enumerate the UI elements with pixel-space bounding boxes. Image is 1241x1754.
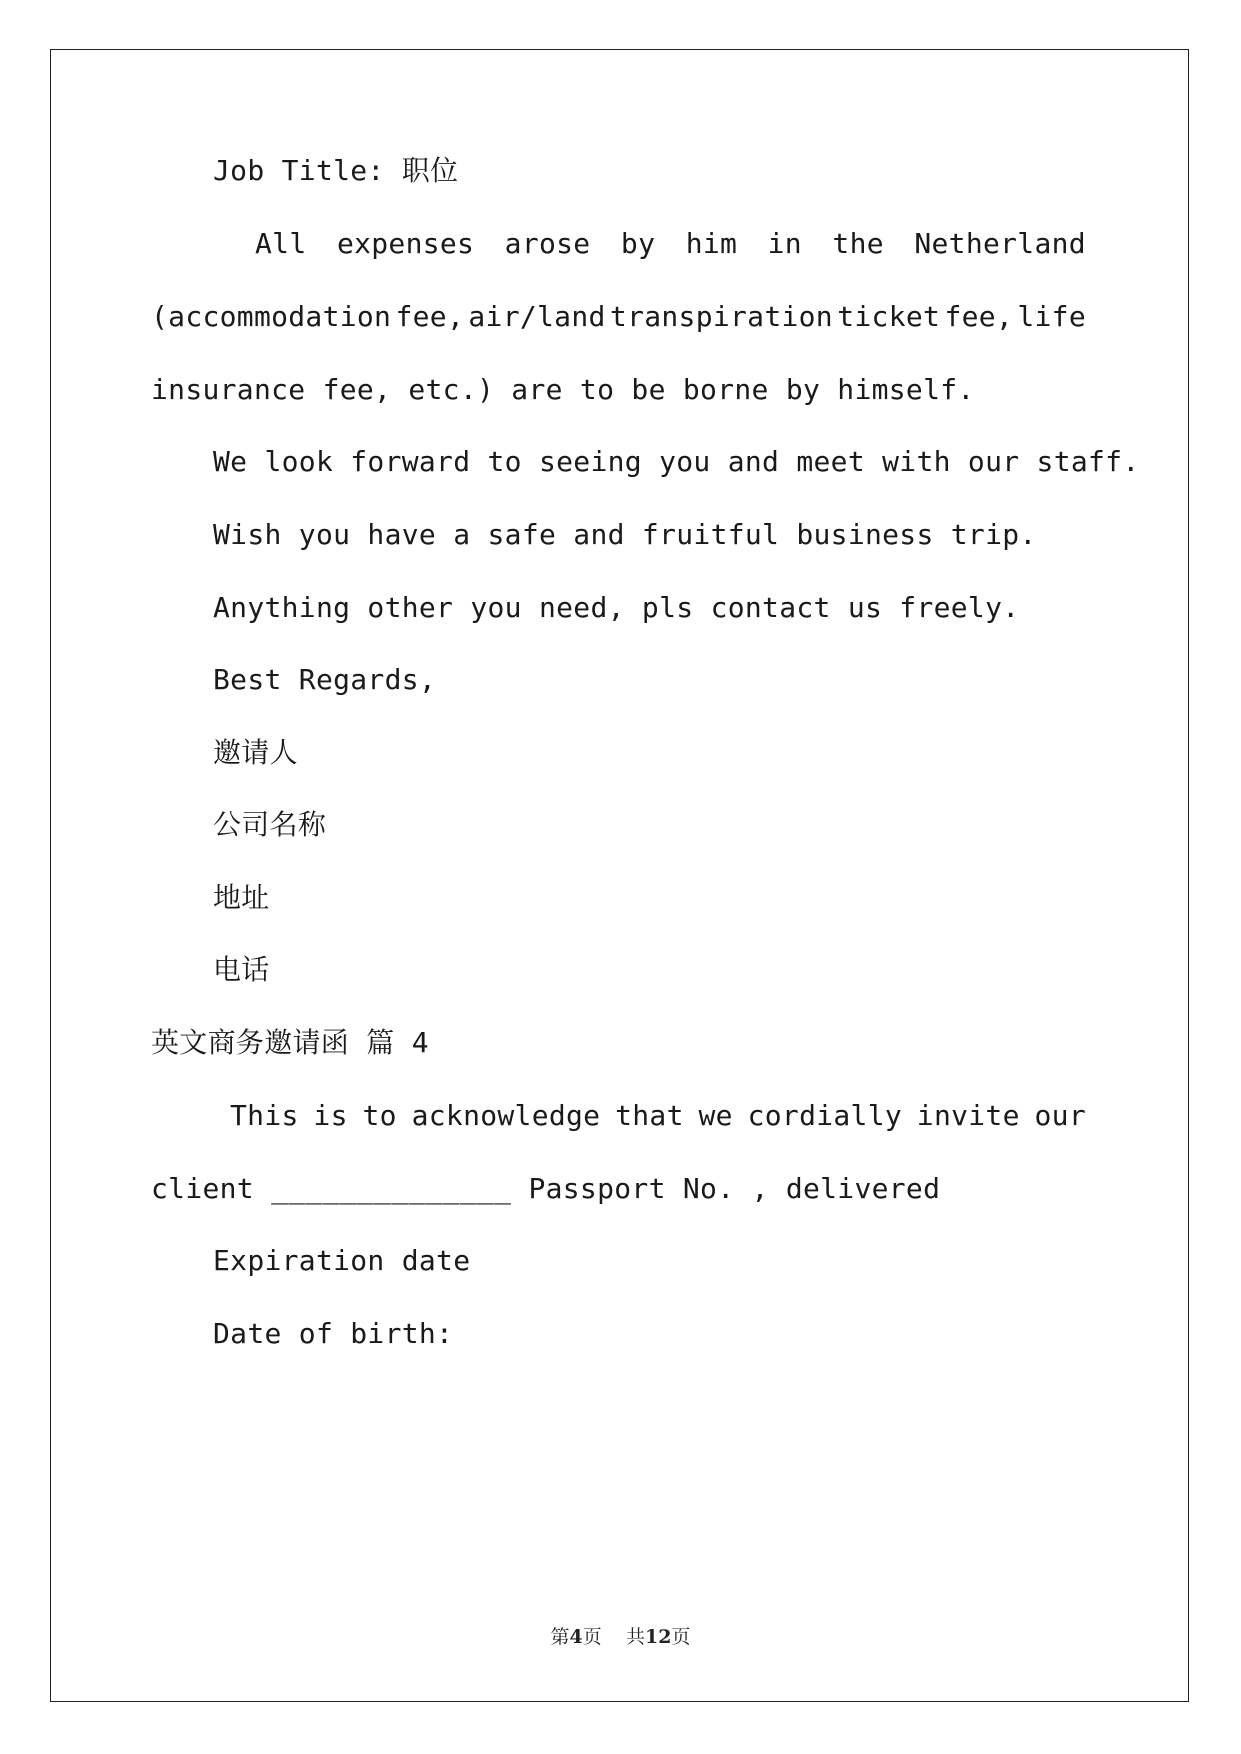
word: life <box>1017 300 1086 333</box>
phone-line: 电话 <box>213 953 270 986</box>
company-name-line: 公司名称 <box>213 808 327 841</box>
word: to <box>362 1099 397 1132</box>
word: acknowledge <box>411 1099 601 1132</box>
word: expenses <box>336 227 475 260</box>
expenses-line-2 <box>151 297 1086 337</box>
expenses-line-1 <box>255 224 1086 264</box>
footer-page-number: 4 <box>569 1626 583 1648</box>
word: the <box>832 227 884 260</box>
expiration-line: Expiration date <box>213 1244 471 1277</box>
word: invite <box>916 1099 1020 1132</box>
acknowledge-line-1 <box>230 1096 1086 1136</box>
word: our <box>1034 1099 1086 1132</box>
page-footer <box>0 1622 1241 1649</box>
dob-line: Date of birth: <box>213 1317 454 1350</box>
anything-line: Anything other you need, pls contact us freely. <box>213 591 1020 624</box>
footer-total-suffix: 页 <box>671 1626 691 1648</box>
word: is <box>313 1099 348 1132</box>
inviter-line: 邀请人 <box>213 736 298 769</box>
word: we <box>698 1099 733 1132</box>
word: All <box>255 227 307 260</box>
wish-line: Wish you have a safe and fruitful business trip. <box>213 518 1037 551</box>
footer-total-pages: 12 <box>644 1626 672 1648</box>
word: by <box>620 227 656 260</box>
expenses-line-3: insurance fee, etc.) are to be borne by himself. <box>151 373 975 406</box>
word: (accommodation <box>151 300 392 333</box>
word: him <box>685 227 738 260</box>
footer-prefix: 第 <box>550 1626 570 1648</box>
look-forward-line: We look forward to seeing you and meet with our staff. <box>213 445 1140 478</box>
word: air/land <box>468 300 606 333</box>
word: Netherland <box>914 227 1086 260</box>
regards-line: Best Regards, <box>213 663 437 696</box>
section-heading: 英文商务邀请函 篇 4 <box>151 1026 429 1059</box>
word: fee, <box>395 300 465 333</box>
word: ticket <box>837 300 941 333</box>
job-title-line: Job Title: 职位 <box>213 154 459 187</box>
client-line: client ______________ Passport No. , delivered <box>151 1172 941 1205</box>
word: in <box>767 227 802 260</box>
word: transpiration <box>609 300 833 333</box>
word: fee, <box>944 300 1014 333</box>
footer-total-prefix: 共 <box>625 1626 645 1648</box>
word: that <box>615 1099 684 1132</box>
word: arose <box>504 227 591 260</box>
word: cordially <box>747 1099 903 1132</box>
footer-page-suffix: 页 <box>582 1626 602 1648</box>
word: This <box>230 1099 299 1132</box>
address-line: 地址 <box>213 881 270 914</box>
